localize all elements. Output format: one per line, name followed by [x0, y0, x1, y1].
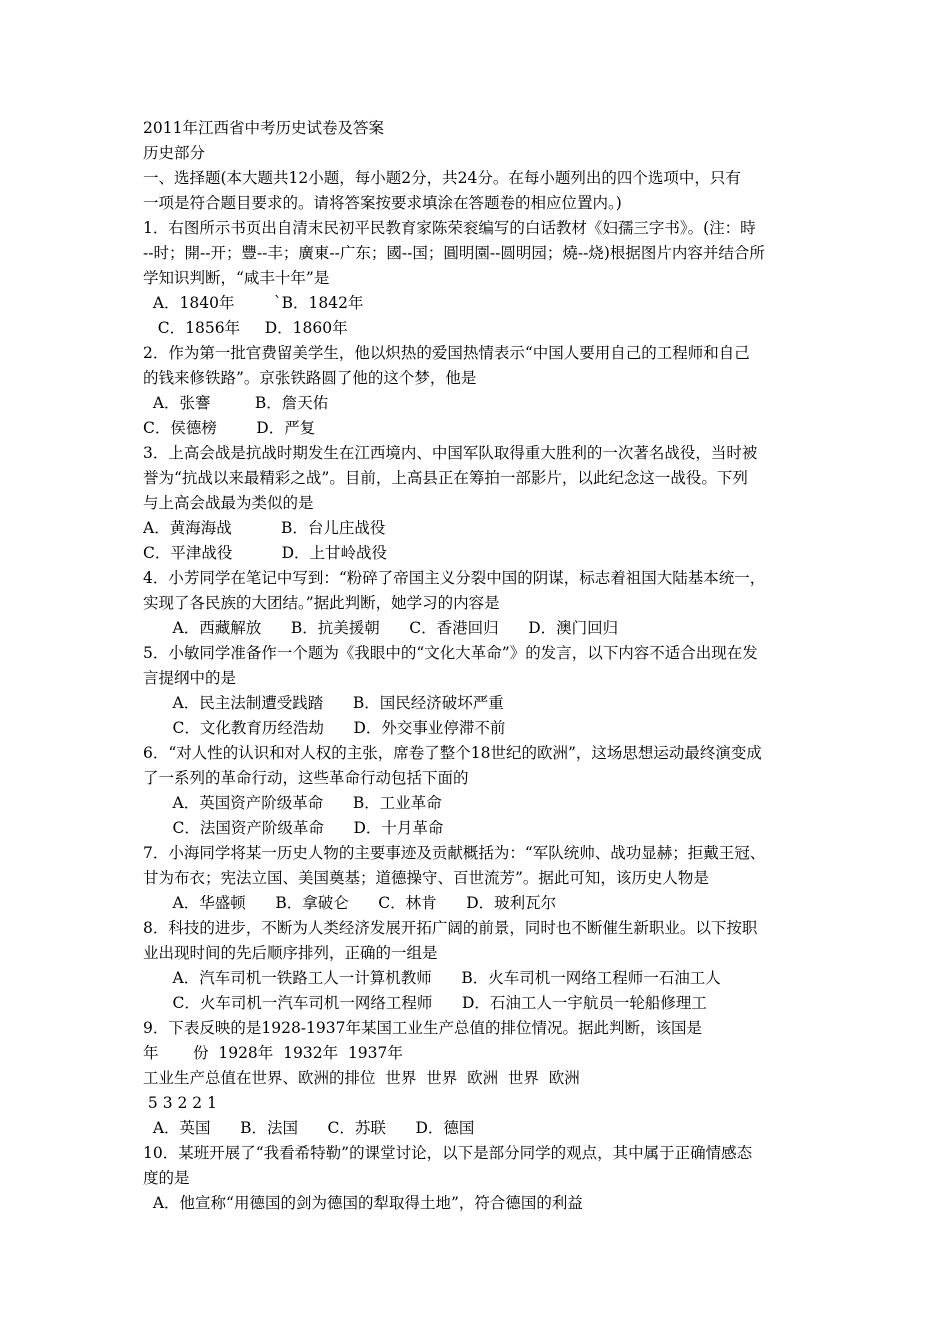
question-4-options: A．西藏解放 B．抗美援朝 C．香港回归 D．澳门回归 — [143, 619, 619, 637]
question-3-stem: 3．上高会战是抗战时期发生在江西境内、中国军队取得重大胜利的一次著名战役，当时被 — [143, 444, 758, 462]
question-1-stem: --时；開--开；豐--丰；廣東--广东；國--国；圓明園--圆明园；燒--烧)根据图片内容并结合所 — [143, 244, 765, 262]
question-2-options: A．张謇 B．詹天佑 — [143, 394, 329, 412]
question-9-table-row: 5 3 2 2 1 — [143, 1094, 217, 1112]
instructions-line: 一、选择题(本大题共12小题，每小题2分，共24分。在每小题列出的四个选项中，只有 — [143, 169, 741, 187]
question-6-options: A．英国资产阶级革命 B．工业革命 — [143, 794, 442, 812]
question-6-options: C．法国资产阶级革命 D．十月革命 — [143, 819, 444, 837]
question-1-stem: 1．右图所示书页出自清末民初平民教育家陈荣衮编写的白话教材《妇孺三字书》。(注：時 — [143, 219, 756, 237]
question-1-stem: 学知识判断，“咸丰十年”是 — [143, 269, 330, 287]
question-2-stem: 的钱来修铁路”。京张铁路圆了他的这个梦，他是 — [143, 369, 477, 387]
question-8-stem: 8．科技的进步，不断为人类经济发展开拓广阔的前景，同时也不断催生新职业。以下按职 — [143, 919, 758, 937]
question-4-stem: 4．小芳同学在笔记中写到：“粉碎了帝国主义分裂中国的阴谋，标志着祖国大陆基本统一， — [143, 569, 766, 587]
question-9-options: A．英国 B．法国 C．苏联 D．德国 — [143, 1119, 475, 1137]
question-9-stem: 9．下表反映的是1928-1937年某国工业生产总值的排位情况。据此判断，该国是 — [143, 1019, 702, 1037]
question-5-options: A．民主法制遭受践踏 B．国民经济破坏严重 — [143, 694, 504, 712]
question-3-stem: 与上高会战最为类似的是 — [143, 494, 314, 512]
question-7-options: A．华盛顿 B．拿破仑 C．林肯 D．玻利瓦尔 — [143, 894, 557, 912]
question-2-stem: 2．作为第一批官费留美学生，他以炽热的爱国热情表示“中国人要用自己的工程师和自己 — [143, 344, 750, 362]
instructions-line: 一项是符合题目要求的。请将答案按要求填涂在答题卷的相应位置内。) — [143, 194, 622, 212]
question-1-options: A．1840年 `B．1842年 — [143, 294, 364, 312]
section-heading: 历史部分 — [143, 144, 206, 162]
question-6-stem: 了一系列的革命行动，这些革命行动包括下面的 — [143, 769, 469, 787]
question-4-stem: 实现了各民族的大团结。”据此判断，她学习的内容是 — [143, 594, 500, 612]
question-2-options: C．侯德榜 D．严复 — [143, 419, 316, 437]
question-3-options: C．平津战役 D．上甘岭战役 — [143, 544, 388, 562]
question-10-stem: 度的是 — [143, 1169, 190, 1187]
question-7-stem: 甘为布衣；宪法立国、美国奠基；道德操守、百世流芳”。据此可知，该历史人物是 — [143, 869, 709, 887]
question-10-stem: 10．某班开展了“我看希特勒”的课堂讨论，以下是部分同学的观点，其中属于正确情感态 — [143, 1144, 753, 1162]
question-8-options: C．火车司机一汽车司机一网络工程师 D．石油工人一宇航员一轮船修理工 — [143, 994, 707, 1012]
question-8-stem: 业出现时间的先后顺序排列，正确的一组是 — [143, 944, 438, 962]
question-3-options: A．黄海海战 B．台儿庄战役 — [143, 519, 386, 537]
question-1-options: C．1856年 D．1860年 — [143, 319, 348, 337]
question-3-stem: 誉为“抗战以来最精彩之战”。目前，上高县正在筹拍一部影片，以此纪念这一战役。下列 — [143, 469, 748, 487]
question-7-stem: 7．小海同学将某一历史人物的主要事迹及贡献概括为：“军队统帅、战功显赫；拒戴王冠、 — [143, 844, 766, 862]
question-8-options: A．汽车司机一铁路工人一计算机教师 B．火车司机一网络工程师一石油工人 — [143, 969, 721, 987]
document-title: 2011年江西省中考历史试卷及答案 — [143, 119, 384, 137]
question-6-stem: 6．“对人性的认识和对人权的主张，席卷了整个18世纪的欧洲”，这场思想运动最终演变成 — [143, 744, 762, 762]
question-9-table-row: 年 份 1928年 1932年 1937年 — [143, 1044, 403, 1062]
question-5-options: C．文化教育历经浩劫 D．外交事业停滞不前 — [143, 719, 506, 737]
question-5-stem: 5．小敏同学准备作一个题为《我眼中的“文化大革命”》的发言，以下内容不适合出现在发 — [143, 644, 758, 662]
question-5-stem: 言提纲中的是 — [143, 669, 237, 687]
question-10-option-a: A．他宣称“用德国的剑为德国的犁取得土地”，符合德国的利益 — [143, 1194, 583, 1212]
question-9-table-row: 工业生产总值在世界、欧洲的排位 世界 世界 欧洲 世界 欧洲 — [143, 1069, 580, 1087]
